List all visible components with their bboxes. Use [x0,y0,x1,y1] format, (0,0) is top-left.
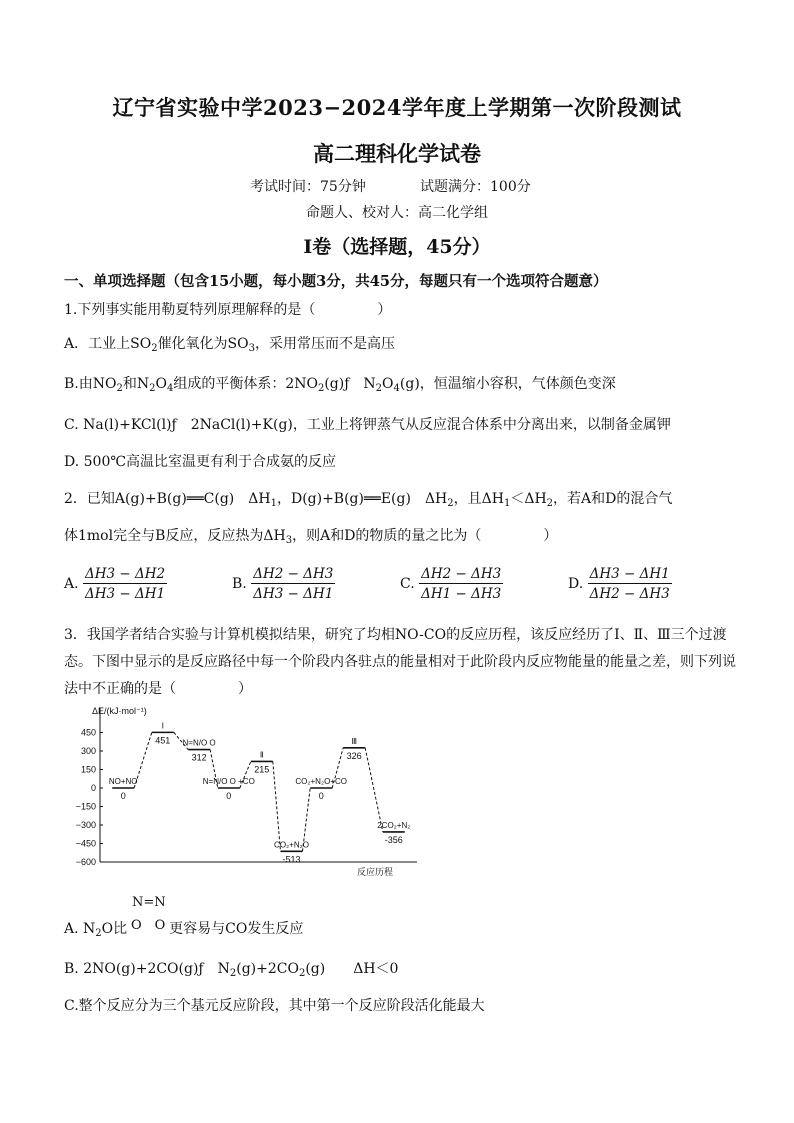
y-tick-label: 0 [90,783,96,793]
q2-option-c: C. $\frac{\Delta H2 - \Delta H3}{\Delta H1 - \Delta H3}$ [400,566,502,602]
energy-value-label: -513 [282,854,301,865]
exam-title: 辽宁省实验中学2023−2024学年度上学期第一次阶段测试 [112,95,682,120]
energy-value-label: 0 [226,791,232,801]
q1-stem: 1.下列事实能用勒夏特列原理解释的是（ ） [64,302,392,318]
species-label: N=N/O O [182,738,216,748]
q1-option-b: B.由$NO_2$和$N_2O_4$组成的平衡体系：$2NO_2(g)ƒ$ $N_2O_4(g)$，恒温缩小容积，气体颜色变深 [64,376,616,394]
q2-line1: 2．已知A(g)+B(g)══C(g) $\Delta H_1$，D(g)+B(g)══E(g) $\Delta H_2$，且$\Delta H_1<\Delta H_2$，若A和D的混合气 [64,491,673,509]
species-label: Ⅲ [351,736,357,746]
q3-line1: 3．我国学者结合实验与计算机模拟结果，研究了均相NO-CO的反应历程，该反应经历了Ⅰ、Ⅱ、Ⅲ三个过渡 [64,627,727,643]
struct-bottom: O O [131,918,166,933]
exam-time: 考试时间：75分钟 [250,179,366,195]
volume-heading: Ⅰ卷（选择题，45分） [303,236,491,258]
struct-top: N=N [132,895,166,910]
species-label: N=N/O O +CO [202,777,255,786]
path-connector [273,761,281,851]
species-label: CO₂+N₂O+CO [295,777,347,786]
q2-option-d: D. $\frac{\Delta H3 - \Delta H1}{\Delta H2 - \Delta H3}$ [568,566,670,602]
section-heading: 一、单项选择题（包含15小题，每小题3分，共45分，每题只有一个选项符合题意） [64,273,608,290]
y-tick-label: 450 [80,727,96,738]
y-tick-label: −150 [75,801,96,812]
species-label: Ⅱ [259,750,264,760]
energy-value-label: -356 [384,834,403,845]
species-label: CO₂+N₂O [274,840,309,850]
q3-line2: 态。下图中显示的是反应路径中每一个阶段内各驻点的能量相对于此阶段内反应物能量的能量之差，则下列说 [64,654,736,670]
y-axis-label: ΔE/(kJ·mol⁻¹) [92,706,147,716]
fraction: $\frac{\Delta H2 - \Delta H3}{\Delta H1 - \Delta H3}$ [421,566,502,602]
q3-option-c: C.整个反应分为三个基元反应阶段，其中第一个反应阶段活化能最大 [64,998,485,1014]
energy-value-label: 0 [318,791,324,801]
energy-profile-chart [62,700,432,885]
q3-option-b: B. 2NO(g)+2CO(g)ƒ $N_2(g)+2CO_2(g)$ ΔH＜0 [64,961,399,979]
energy-value-label: 312 [191,752,207,763]
q1-option-a: A．工业上$SO_2$催化氧化为$SO_3$，采用常压而不是高压 [64,336,396,354]
energy-value-label: 215 [254,764,270,775]
full-score: 试题满分：100分 [420,179,531,195]
q1-option-c: C. Na(l)+KCl(l)ƒ 2NaCl(l)+K(g)，工业上将钾蒸气从反应混合体系中分离出来，以制备金属钾 [64,417,671,433]
y-tick-label: −600 [75,857,96,867]
q2-line2: 体1mol完全与B反应，反应热为$\Delta H_3$，则A和D的物质的量之比为（ ） [64,528,558,546]
q3-line3: 法中不正确的是（ ） [64,681,252,697]
species-label: Ⅰ [161,721,164,731]
y-tick-label: −300 [75,820,96,830]
authors: 命题人、校对人：高二化学组 [306,205,488,221]
q1-option-d: D. 500℃高温比室温更有利于合成氨的反应 [64,454,337,470]
path-connector [365,748,383,832]
y-tick-label: 300 [80,746,96,756]
y-tick-label: −450 [75,838,96,849]
q2-option-b: B. $\frac{\Delta H2 - \Delta H3}{\Delta H3 - \Delta H1}$ [232,566,334,602]
q2-option-a: A. $\frac{\Delta H3 - \Delta H2}{\Delta H3 - \Delta H1}$ [64,566,166,602]
species-label: NO+NO [108,777,138,786]
fraction: $\frac{\Delta H2 - \Delta H3}{\Delta H3 - \Delta H1}$ [253,566,334,602]
q3-option-a: A. $N_2O$比 更容易与CO发生反应 [64,921,304,939]
species-label: 2CO₂+N₂ [377,820,411,830]
energy-value-label: 326 [346,750,362,761]
x-axis-label: 反应历程 [357,867,394,877]
fraction: $\frac{\Delta H3 - \Delta H1}{\Delta H2 - \Delta H3}$ [589,566,670,602]
energy-value-label: 451 [155,735,171,746]
y-tick-label: 150 [80,764,96,775]
fraction: $\frac{\Delta H3 - \Delta H2}{\Delta H3 - \Delta H1}$ [85,566,166,602]
energy-value-label: 0 [120,791,126,801]
exam-subtitle: 高二理科化学试卷 [313,141,481,166]
